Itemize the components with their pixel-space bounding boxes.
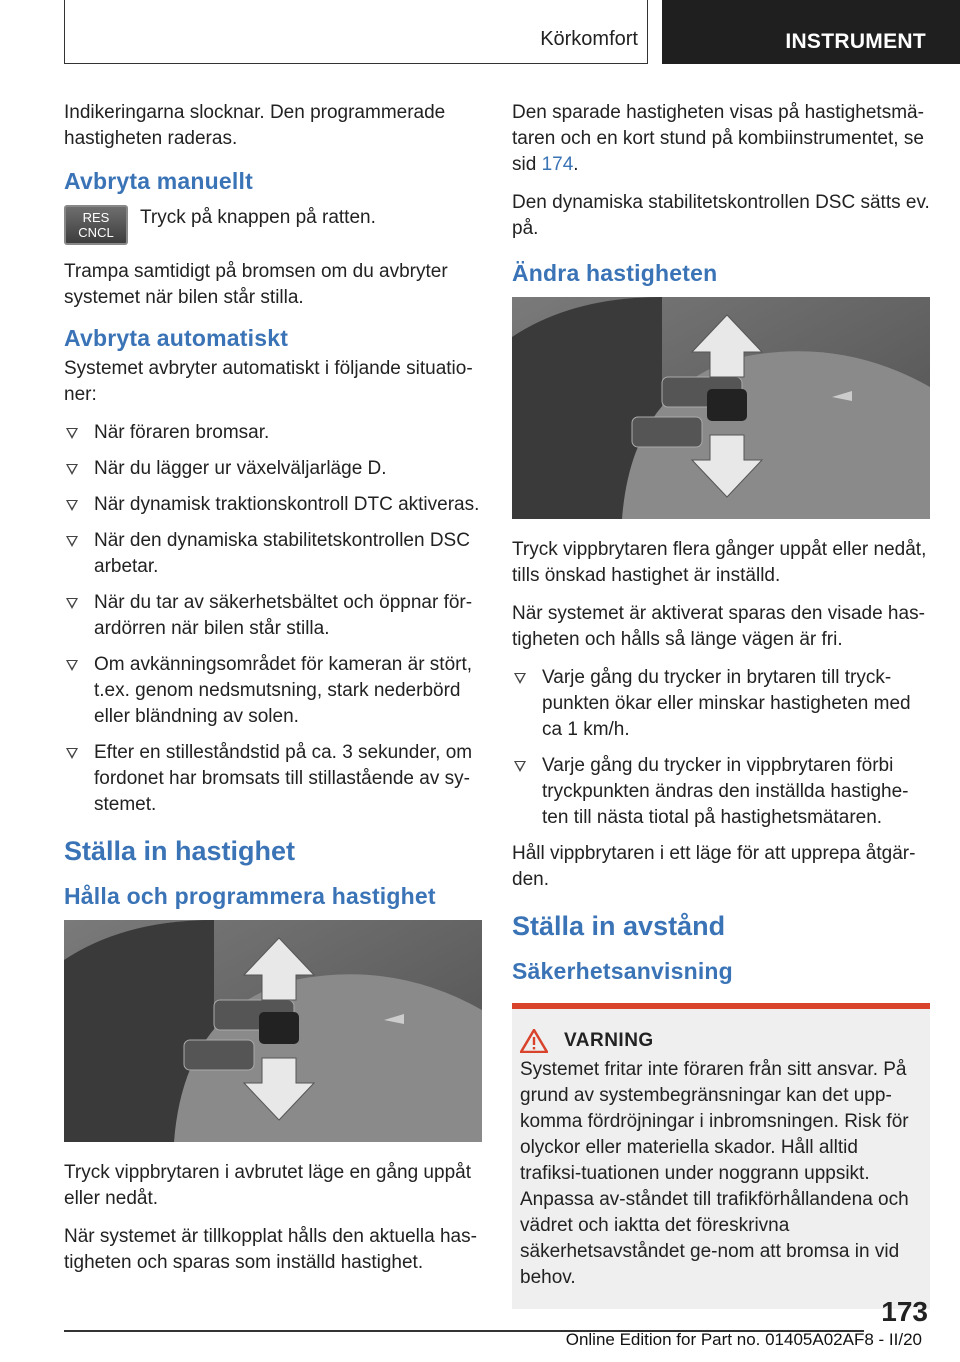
chapter-title: INSTRUMENT [785,30,926,53]
rescncl-row [64,205,482,245]
heading-cancel-manual: Avbryta manuellt [64,168,253,194]
paragraph: Den dynamiska stabilitetskontrollen DSC sätts ev. på. [512,192,930,239]
chapter-tab [662,0,960,64]
bullet-list [64,420,482,818]
left-column [64,100,482,1288]
page-number: 173 [881,1296,928,1327]
list-item: Varje gång du trycker in vippbrytaren förbi tryckpunkten ändras den inställda hastighe-ten till nästa tiotal på hastighetsmätaren. [512,753,930,831]
warning-label: VARNING [564,1030,654,1051]
steering-wheel-rocker-image [64,920,482,1142]
heading-safety: Säkerhetsanvisning [512,958,733,984]
footer-edition: Online Edition for Part no. 01405A02AF8 - II/20 [565,1330,922,1349]
triangle-bullet-icon [66,748,78,759]
triangle-bullet-icon [66,500,78,511]
paragraph: Tryck vippbrytaren i avbrutet läge en gång uppåt eller nedåt. [64,1162,471,1209]
paragraph: Tryck vippbrytaren flera gånger uppåt eller nedåt, tills önskad hastighet är inställd. [512,539,927,586]
list-item: När du lägger ur växelväljarläge D. [64,456,482,482]
list-item: Varje gång du trycker in brytaren till tryck-punkten ökar eller minskar hastigheten med ca 1 km/h. [512,665,930,743]
paragraph: Trampa samtidigt på bromsen om du avbryter systemet när bilen står stilla. [64,261,448,308]
paragraph: När systemet är tillkopplat hålls den aktuella has-tigheten och sparas som inställd hastighet. [64,1226,477,1273]
list-item: Om avkänningsområdet för kameran är stört, t.ex. genom nedsmutsning, stark nederbörd eller bländning av solen. [64,652,482,730]
list-item: När den dynamiska stabilitetskontrollen DSC arbetar. [64,528,482,580]
paragraph: Indikeringarna slocknar. Den programmerade hastigheten raderas. [64,102,446,149]
triangle-bullet-icon [66,660,78,671]
triangle-bullet-icon [66,536,78,547]
button-label: RES [82,210,110,225]
heading-change-speed: Ändra hastigheten [512,260,718,286]
button-label: CNCL [78,225,114,240]
paragraph: Håll vippbrytaren i ett läge för att upprepa åtgär-den. [512,843,916,890]
warning-header [520,1029,920,1053]
list-item: När föraren bromsar. [64,420,482,446]
res-cncl-button-icon [64,205,128,245]
warning-triangle-icon [520,1029,548,1053]
bullet-list [512,665,930,831]
heading-cancel-auto: Avbryta automatiskt [64,325,289,351]
paragraph: Tryck på knappen på ratten. [140,207,376,228]
steering-wheel-rocker-image [512,297,930,519]
right-column [512,100,930,1309]
list-item: När dynamisk traktionskontroll DTC aktiveras. [64,492,482,518]
triangle-bullet-icon [514,673,526,684]
section-title: Körkomfort [540,28,638,50]
list-item: Efter en stilleståndstid på ca. 3 sekunder, om fordonet har bromsats till stillastående av sy-stemet. [64,740,482,818]
triangle-bullet-icon [66,598,78,609]
triangle-bullet-icon [514,761,526,772]
heading-hold-program: Hålla och programmera hastighet [64,883,436,909]
triangle-bullet-icon [66,464,78,475]
warning-box [512,1003,930,1309]
heading-set-speed: Ställa in hastighet [64,836,296,866]
triangle-bullet-icon [66,428,78,439]
heading-set-distance: Ställa in avstånd [512,911,726,941]
page-link[interactable]: 174 [541,154,574,175]
paragraph: Den sparade hastigheten visas på hastighetsmä-taren och en kort stund på kombiinstrumentet, se sid 174. [512,102,924,175]
warning-text: Systemet fritar inte föraren från sitt ansvar. På grund av systembegränsningar kan det upp-komma fördröjningar i inbromsningen. Risk för olyckor eller materiella skador. Håll alltid trafiksi-tuationen under noggrann uppsikt. Anpassa av-ståndet till trafikförhållandena och vädret och iaktta det föreskrivna säkerhetsavståndet ge-nom att bromsa in vid behov. [520,1059,909,1288]
list-item: När du tar av säkerhetsbältet och öppnar för-ardörren när bilen står stilla. [64,590,482,642]
paragraph: Systemet avbryter automatiskt i följande situatio-ner: [64,358,473,405]
paragraph: När systemet är aktiverat sparas den visade has-tigheten och hålls så länge vägen är fri. [512,603,925,650]
